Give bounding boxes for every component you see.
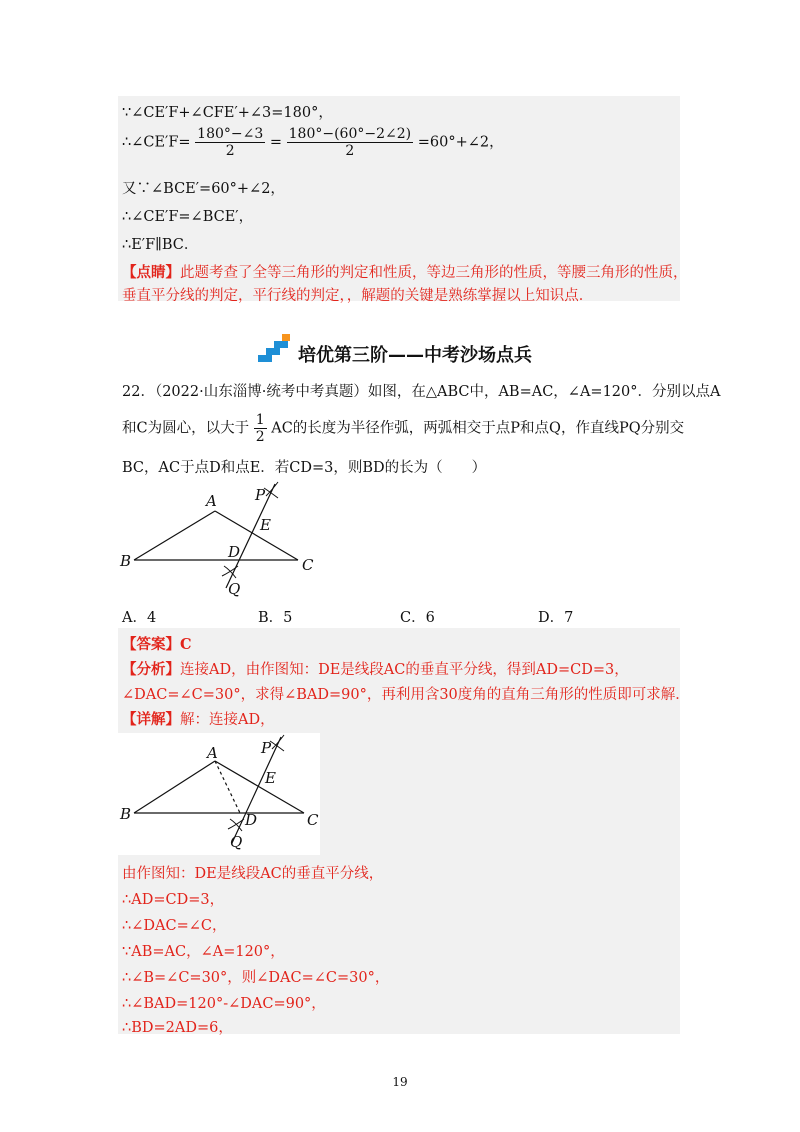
comment-label: 【点睛】 [122,264,180,281]
question-line-2-a: 和C为圆心，以大于 [122,420,250,437]
analysis-line-2: ∠DAC=∠C=30°，求得∠BAD=90°，再利用含30度角的直角三角形的性质即可求解． [122,687,690,703]
solution-line-3: 又∵∠BCE′=60°+∠2， [122,181,285,197]
comment-text-1: 此题考查了全等三角形的判定和性质，等边三角形的性质，等腰三角形的性质， [180,265,688,281]
fraction-2-numerator: 180°−(60°−2∠2) [288,126,412,142]
analysis-line-1 [122,658,629,679]
segment-AC [215,761,304,813]
fraction-1 [195,126,265,159]
label-C: C [307,811,319,829]
step-line-2: ∴AD=CD=3， [122,892,225,908]
equals-sign: = [269,134,283,151]
line-PQ [226,484,275,588]
label-Q: Q [230,833,243,851]
detail-label: 【详解】 [122,711,180,728]
solution-line-2-lhs: ∴∠CE′F= [122,134,191,151]
stairs-icon [258,334,294,362]
half-numerator: 1 [255,412,265,428]
solution-figure [118,733,323,858]
step-line-4: ∵AB=AC，∠A=120°， [122,944,285,960]
label-B: B [120,552,132,570]
label-P: P [255,486,266,504]
step-line-7: ∴BD=2AD=6， [122,1020,233,1036]
label-Q: Q [228,580,241,598]
detail-text: 解：连接AD， [180,712,275,728]
answer-line [122,633,192,654]
page-number: 19 [392,1075,408,1089]
arc-P-1 [270,741,284,751]
step-line-1: 由作图知：DE是线段AC的垂直平分线， [122,866,384,882]
fraction-2-denominator: 2 [345,143,355,159]
arc-Q-2 [228,819,244,829]
choice-d: D．7 [538,610,574,626]
solution-line-4: ∴∠CE′F=∠BCE′， [122,209,254,225]
segment-BA [134,761,215,813]
step-line-3: ∴∠DAC=∠C， [122,918,227,934]
comment-line-1 [122,261,688,282]
step-line-5: ∴∠B=∠C=30°，则∠DAC=∠C=30°， [122,970,390,986]
label-D: D [228,543,241,561]
label-D: D [245,811,258,829]
arc-Q-2 [222,566,238,576]
label-A: A [206,492,217,510]
solution-line-2 [122,126,504,159]
solution-line-2-rhs: =60°+∠2， [417,134,504,151]
question-figure [118,480,318,600]
arc-P-1 [264,488,278,498]
label-C: C [302,556,314,574]
analysis-text-1: 连接AD，由作图知：DE是线段AC的垂直平分线，得到AD=CD=3， [180,662,629,678]
choice-a: A．4 [122,610,157,626]
fraction-2 [287,126,413,159]
solution-line-1: ∵∠CE′F+∠CFE′+∠3=180°， [122,105,333,121]
answer-label: 【答案】 [122,636,180,653]
label-E: E [260,516,271,534]
choice-c: C．6 [400,610,435,626]
solution-line-5: ∴E′F∥BC． [122,237,199,253]
half-fraction [254,412,267,445]
detail-line [122,708,275,729]
answer-value: C [180,636,192,653]
segment-BA [134,511,215,560]
choice-b: B．5 [258,610,293,626]
comment-line-2: 垂直平分线的判定，平行线的判定，，解题的关键是熟练掌握以上知识点． [122,288,594,304]
label-B: B [120,805,132,823]
label-P: P [261,739,272,757]
fraction-1-numerator: 180°−∠3 [197,126,264,142]
question-line-3: BC，AC于点D和点E．若CD=3，则BD的长为（ ） [122,460,487,476]
step-line-6: ∴∠BAD=120°-∠DAC=90°， [122,996,326,1012]
question-line-2 [122,412,684,445]
analysis-label: 【分析】 [122,661,180,678]
half-denominator: 2 [255,429,265,445]
question-line-1: 22．（2022·山东淄博·统考中考真题）如图，在△ABC中，AB=AC，∠A=120°．分别以点A [122,384,721,400]
question-line-2-b: AC的长度为半径作弧，两弧相交于点P和点Q，作直线PQ分别交 [271,420,685,437]
fraction-1-denominator: 2 [225,143,235,159]
section-heading-text: 培优第三阶——中考沙场点兵 [298,345,532,366]
label-A: A [207,744,218,762]
label-E: E [265,769,276,787]
